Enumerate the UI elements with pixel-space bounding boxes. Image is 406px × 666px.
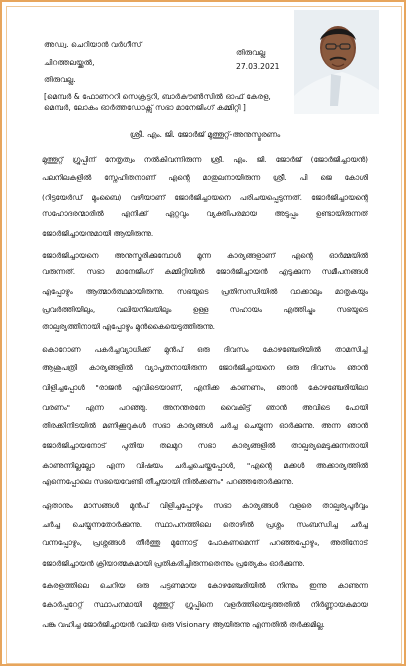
paragraph-5-line: കോർപ്പറേറ്റ് സ്ഥാപനമായി മുത്തൂറ്റ് ഗ്രൂപ്പിനെ വളർത്തിയെടുത്തതിൽ നിർണ്ണായകമായ [42,600,368,609]
paragraph-1-line: മുത്തൂറ്റ് ഗ്രൂപ്പിന് നേതൃത്വം നൽകിവന്നിരുന്ന ശ്രീ. എം. ജി. ജോർജ് (ജോർജിച്ചായൻ) [42,155,368,164]
letter-place: തിരുവല്ല [236,48,266,57]
paragraph-3-line: എന്നെപ്പോലെ സഭയെവേണ്ടി തീച്ചയായി നിൽക്കണം" പറഞ്ഞതോർക്കുന്നു. [42,477,294,486]
paragraph-2-line: ജോർജിച്ചായനെ അനുസ്മരിക്കുമ്പോൾ മൂന്ന കാര്യങ്ങളാണ് എന്റെ ഓർമ്മയിൽ [42,251,368,260]
paragraph-4-line: വന്നപ്പോഴും, പ്രശ്നങ്ങൾ തീർത്തു മുന്നോട്ട് പോകണമെന്ന് പറഞ്ഞപ്പോഴും, അതിനോട് [42,538,368,547]
paragraph-5-line: പങ്കു വഹിച്ച ജോർജിച്ചായൻ വലിയ ഒരു Visionary ആയിരുന്നു എന്നതിൽ തർക്കമില്ല. [42,620,325,629]
paragraph-1-line: സഹോദരന്മാരിൽ എനിക്ക് ഏറ്റവും വ്യക്തിപരമായ അടുപ്പം ഉണ്ടായിരുന്നത് [42,209,368,218]
paragraph-1-line: (റിട്ടയേർഡ് മുംബൈ) വഴിയാണ് ജോർജിച്ചായനെ പരിചയപ്പെടുന്നത്. ജോർജിച്ചായന്റെ [42,193,368,202]
paragraph-3-line: ആശുപത്രി കാര്യങ്ങളിൽ വ്യാപൃതനായിരുന്ന ജോർജിച്ചായനെ ഒരു ദിവസം ഞാൻ [42,363,368,372]
paragraph-4-line: ചർച്ച ചെയ്യുന്നതോർക്കുന്നു. സ്ഥാപനത്തിലെ തൊഴിൽ പ്രശ്നം സംബന്ധിച്ച ചർച്ച [42,520,368,529]
author-address-line-2: തിരുവല്ല. [44,75,76,84]
document-title: ശ്രീ. എം. ജി. ജോർജ് മുത്തൂറ്റ്-അനുസ്മരണം [129,130,281,139]
paragraph-2-line: വരുന്നത്. സഭാ മാനേജിംഗ് കമ്മിറ്റിയിൽ ജോർജിച്ചായൻ എടുക്കുന്ന സമീപനങ്ങൾ [42,267,368,276]
paragraph-1-line: ജോർജിച്ചായനുമായി ആയിരുന്നു. [42,229,154,238]
author-designation: [മെമ്പർ & ഫോണററി സെക്രട്ടറി, ബാർകൗൺസിൽ ഓഫ് കേരള, മെമ്പർ, ലോകം ഓർത്തഡോക്സ് സഭാ മാനേജിംഗ് കമ്മിറ്റി ] [44,92,271,112]
paragraph-3-line: ജോർജിച്ചായനോട് പുതിയ തലമുറ സഭാ കാര്യങ്ങളിൽ താല്പര്യമെടുക്കുന്നതായി [42,441,368,450]
paragraph-4-line: ജോർജിച്ചായൻ ക്രിയാത്മകമായി പ്രതികരിച്ചിരുന്നതെന്നും പ്രത്യേകം ഓർക്കുന്നു. [42,559,305,568]
author-name: അഡ്വ. ചെറിയാൻ വർഗീസ് [44,40,142,49]
paragraph-2-line: താല്പര്യത്തിനായി എപ്പോഴും മുൻകൈയെടുത്തിരുന്നു. [42,322,215,331]
paragraph-4-line: ഏതാനും മാസങ്ങൾ മുൻപ് വിളിച്ചപ്പോഴും സഭാ കാര്യങ്ങൾ വളരെ താല്പര്യപൂർവ്വം [42,501,368,510]
paragraph-2-line: എപ്പോഴും ആത്മാർത്ഥമായിരുന്നു. സഭയുടെ പ്രതിസന്ധിയിൽ വാക്കാലും മാതൃകയും [42,287,368,296]
letter-date: 27.03.2021 [236,62,280,71]
paragraph-3-line: വരണം" എന്ന പറഞ്ഞു. അനന്തരനേ വൈകിട്ട് ഞാൻ അവിടെ പോയി [42,403,368,412]
paragraph-3-line: തിരക്കിനിടയിൽ മണിക്കൂറുകൾ സഭാ കാര്യങ്ങൾ ചർച്ച ചെയ്യുന്ന ഓർക്കുന്നു. അന്ന ഞാൻ [42,421,368,430]
paragraph-3-line: വിളിച്ചപ്പോൾ "രാജൻ എവിടെയാണ്, എനിക്ക കാണണം, ഞാൻ കോഴഞ്ചേരിയിലാ [42,383,368,392]
paragraph-1-line: പലനിലകളിൽ സ്നേഹിതനാണ് എന്റെ മാതുലനായിരുന്ന ശ്രീ. പി ജെ കോശി [42,173,368,182]
author-photo [294,10,379,114]
paragraph-5-line: കേരളത്തിലെ ചെറിയ ഒരു പട്ടണമായ കോഴഞ്ചേരിയിൽ നിന്നും ഇന്നു കാണുന്ന [42,581,368,590]
author-address-line-1: ചിറത്തലയ്ക്കൽ, [44,58,95,67]
paragraph-3-line: കാണുന്നില്ലല്ലോ എന്ന വിഷയം ചർച്ചചെയ്തപ്പോൾ, "എന്റെ മക്കൾ അക്കാര്യത്തിൽ [42,461,368,470]
paragraph-2-line: പ്രവർത്തിയിലും, വലിയനിലയിലും ഉള്ള സഹായം എത്തിച്ചും സഭയുടെ [42,305,368,314]
paragraph-3-line: കൊറോണ പകർച്ചവ്യാധിക്ക് മുൻപ് ഒരു ദിവസം കോഴഞ്ചേരിയിൽ താമസിച്ച് [42,345,368,354]
